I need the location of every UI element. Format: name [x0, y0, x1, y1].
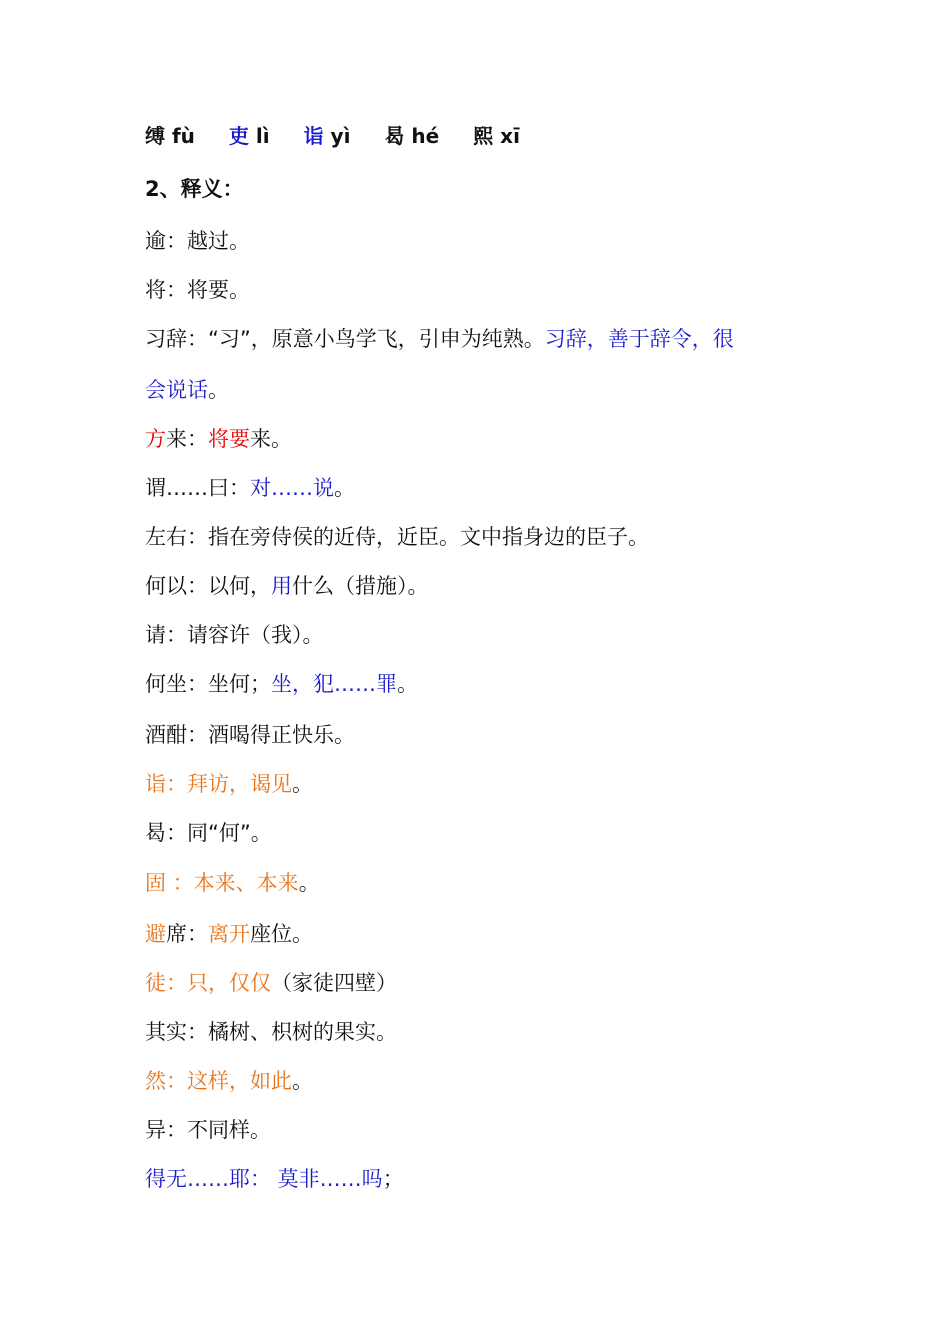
text-segment: 对……说 — [250, 476, 334, 500]
definition-line — [145, 819, 272, 847]
text-segment: 来： — [166, 427, 208, 451]
text-segment: （家徒四壁） — [271, 971, 397, 995]
text-segment: 。 — [334, 476, 355, 500]
definition-line — [145, 1018, 397, 1046]
pinyin-character: 熙 — [473, 124, 494, 148]
pinyin-row — [145, 122, 554, 150]
text-segment: 离开 — [208, 922, 250, 946]
pinyin-item — [229, 124, 270, 148]
text-segment: 什么（措施）。 — [292, 574, 429, 598]
text-segment: 曷：同“何”。 — [145, 821, 272, 845]
text-segment: 请：请容许（我）。 — [145, 623, 324, 647]
pinyin-reading: xī — [493, 124, 520, 148]
definition-line — [145, 425, 292, 453]
text-segment: 逾：越过。 — [145, 229, 250, 253]
text-segment: 来。 — [250, 427, 292, 451]
pinyin-item — [145, 124, 195, 148]
definition-line — [145, 1067, 313, 1095]
pinyin-item — [304, 124, 351, 148]
definition-line — [145, 325, 734, 353]
text-segment: 。 — [397, 672, 418, 696]
text-segment: 会说话 — [145, 378, 208, 402]
text-segment: 异：不同样。 — [145, 1118, 271, 1142]
definition-line — [145, 276, 250, 304]
definition-line — [145, 376, 229, 404]
pinyin-item — [473, 124, 520, 148]
text-segment: 。 — [292, 772, 313, 796]
definition-line — [145, 1116, 271, 1144]
definition-line — [145, 920, 313, 948]
text-segment: 何以：以何， — [145, 574, 271, 598]
definition-line — [145, 670, 418, 698]
text-segment: ； — [382, 1167, 404, 1191]
definition-line — [145, 869, 320, 897]
definition-line — [145, 969, 397, 997]
text-segment: 方 — [145, 427, 166, 451]
pinyin-character: 诣 — [303, 124, 324, 148]
text-segment: 。 — [292, 1069, 313, 1093]
definition-line — [145, 621, 324, 649]
text-segment: 坐，犯……罪 — [271, 672, 397, 696]
text-segment: 然：这样，如此 — [145, 1069, 292, 1093]
section-heading: 2、释义： — [145, 177, 244, 201]
text-segment: 左右：指在旁侍侯的近侍，近臣。文中指身边的臣子。 — [145, 525, 649, 549]
definition-line — [145, 721, 355, 749]
pinyin-reading: fù — [165, 124, 195, 148]
pinyin-item — [384, 124, 439, 148]
text-segment: 习辞：“习”，原意小鸟学飞，引申为纯熟。 — [145, 327, 545, 351]
text-segment: 用 — [271, 574, 292, 598]
pinyin-reading: yì — [323, 124, 351, 148]
pinyin-character: 缚 — [145, 124, 165, 148]
text-segment: 酒酣：酒喝得正快乐。 — [145, 723, 355, 747]
text-segment: 诣：拜访，谒见 — [145, 772, 292, 796]
text-segment: 避 — [145, 922, 166, 946]
text-segment: 得无……耶： 莫非……吗 — [145, 1167, 383, 1191]
definition-line — [145, 1165, 404, 1193]
pinyin-character: 曷 — [384, 124, 405, 148]
pinyin-reading: hé — [404, 124, 440, 148]
text-segment: 座位。 — [250, 922, 313, 946]
text-segment: 。 — [208, 378, 229, 402]
text-segment: 何坐：坐何； — [145, 672, 271, 696]
definition-line — [145, 572, 429, 600]
text-segment: 将要 — [208, 427, 250, 451]
text-segment: 将：将要。 — [145, 278, 250, 302]
definition-line — [145, 474, 355, 502]
text-segment: 徒：只，仅仅 — [145, 971, 271, 995]
text-segment: 固 ：本来、本来 — [145, 871, 299, 895]
text-segment: 习辞，善于辞令，很 — [544, 327, 734, 351]
text-segment: 。 — [298, 871, 320, 895]
definition-line — [145, 523, 649, 551]
text-segment: 谓……曰： — [145, 476, 250, 500]
text-segment: 席： — [166, 922, 208, 946]
text-segment: 其实：橘树、枳树的果实。 — [145, 1020, 397, 1044]
pinyin-reading: lì — [248, 124, 270, 148]
definition-line — [145, 770, 313, 798]
pinyin-character: 吏 — [228, 124, 249, 148]
definition-line — [145, 227, 250, 255]
